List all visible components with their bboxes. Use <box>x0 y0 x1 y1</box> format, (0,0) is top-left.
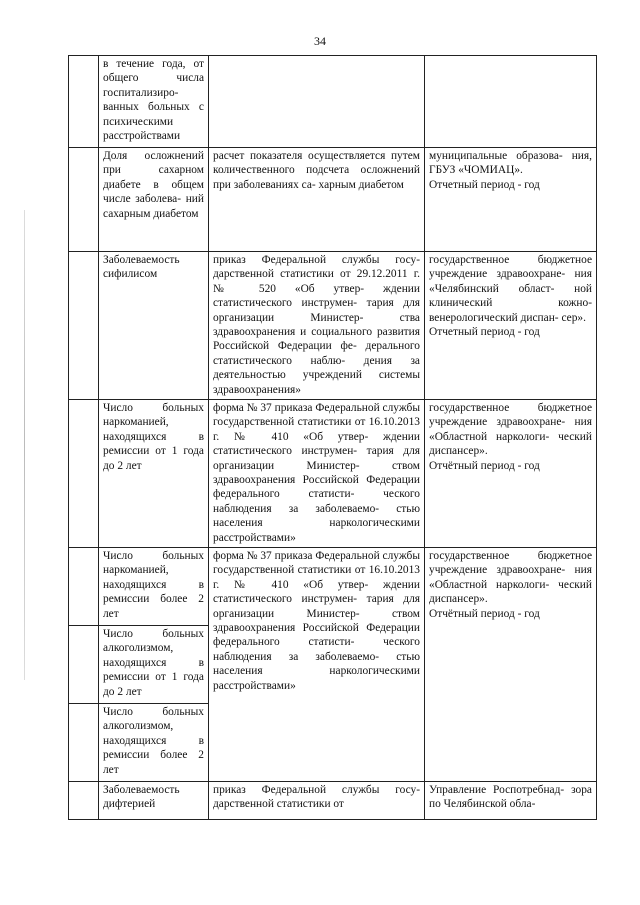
source-text: государственное бюджетное учреждение здравоохране- ния «Областной наркологи- ческий диспансер». <box>429 402 592 458</box>
source-cell <box>425 56 597 148</box>
row-number-cell <box>69 400 99 548</box>
reporting-period: Отчетный период - год <box>429 178 540 191</box>
method-cell: приказ Федеральной службы госу- дарственной статистики от <box>209 782 425 820</box>
table-row <box>69 548 597 626</box>
reporting-period: Отчётный период - год <box>429 607 540 620</box>
row-number-cell <box>69 626 99 704</box>
row-number-cell <box>69 148 99 252</box>
indicator-cell: Заболеваемость сифилисом <box>99 252 209 400</box>
reporting-period: Отчетный период - год <box>429 326 540 339</box>
row-number-cell <box>69 252 99 400</box>
method-cell: форма № 37 приказа Федеральной службы государственной статистики от 16.10.2013 г. № 410 «Об утвер- ждении статистического инструмен- тария для организации Министер- ством здравоохранения Российской Федерации федерального статисти- ческого наблюдения за заболеваемо- стью населения наркологическими расстройствами» <box>209 548 425 782</box>
table-row <box>69 252 597 400</box>
reporting-period: Отчётный период - год <box>429 459 540 472</box>
row-number-cell <box>69 704 99 782</box>
indicator-cell: Доля осложнений при сахарном диабете в общем числе заболева- ний сахарным диабетом <box>99 148 209 252</box>
source-text: государственное бюджетное учреждение здравоохране- ния «Областной наркологи- ческий диспансер». <box>429 550 592 606</box>
table-row <box>69 782 597 820</box>
scan-artifact-line <box>24 210 25 680</box>
table-row <box>69 148 597 252</box>
source-cell <box>425 148 597 252</box>
table-row <box>69 56 597 148</box>
method-cell <box>209 56 425 148</box>
source-cell <box>425 252 597 400</box>
indicators-table <box>68 55 597 820</box>
source-text: муниципальные образова- ния, ГБУЗ «ЧОМИАЦ». <box>429 150 592 177</box>
indicator-cell: в течение года, от общего числа госпитализиро- ванных больных с психическими расстройствами <box>99 56 209 148</box>
table-row <box>69 400 597 548</box>
indicator-cell: Число больных наркоманией, находящихся в ремиссии от 1 года до 2 лет <box>99 400 209 548</box>
source-text: государственное бюджетное учреждение здравоохране- ния «Челябинский област- ной клинический кожно- венерологический диспан- сер». <box>429 254 592 324</box>
method-cell: расчет показателя осуществляется путем количественного подсчета осложнений при заболеваниях са- харным диабетом <box>209 148 425 252</box>
row-number-cell <box>69 548 99 626</box>
source-cell <box>425 400 597 548</box>
indicator-cell: Число больных наркоманией, находящихся в ремиссии более 2 лет <box>99 548 209 626</box>
source-cell: Управление Роспотребнад- зора по Челябинской обла- <box>425 782 597 820</box>
method-cell: форма № 37 приказа Федеральной службы государственной статистики от 16.10.2013 г. № 410 «Об утвер- ждении статистического инструмен- тария для организации Министер- ством здравоохранения Российской Федерации федерального статисти- ческого наблюдения за заболеваемо- стью населения наркологическими расстройствами» <box>209 400 425 548</box>
row-number-cell <box>69 782 99 820</box>
page-number: 34 <box>314 34 326 48</box>
row-number-cell <box>69 56 99 148</box>
source-cell <box>425 548 597 782</box>
method-cell: приказ Федеральной службы госу- дарственной статистики от 29.12.2011 г. № 520 «Об утвер- ждении статистического инструмен- тария для организации Министер- ства здравоохранения и социального развития Российской Федерации фе- дерального статистического наблю- дения за деятельностью учреждений системы здравоохранения» <box>209 252 425 400</box>
indicator-cell: Число больных алкоголизмом, находящихся в ремиссии более 2 лет <box>99 704 209 782</box>
indicator-cell: Заболеваемость дифтерией <box>99 782 209 820</box>
indicator-cell: Число больных алкоголизмом, находящихся в ремиссии от 1 года до 2 лет <box>99 626 209 704</box>
